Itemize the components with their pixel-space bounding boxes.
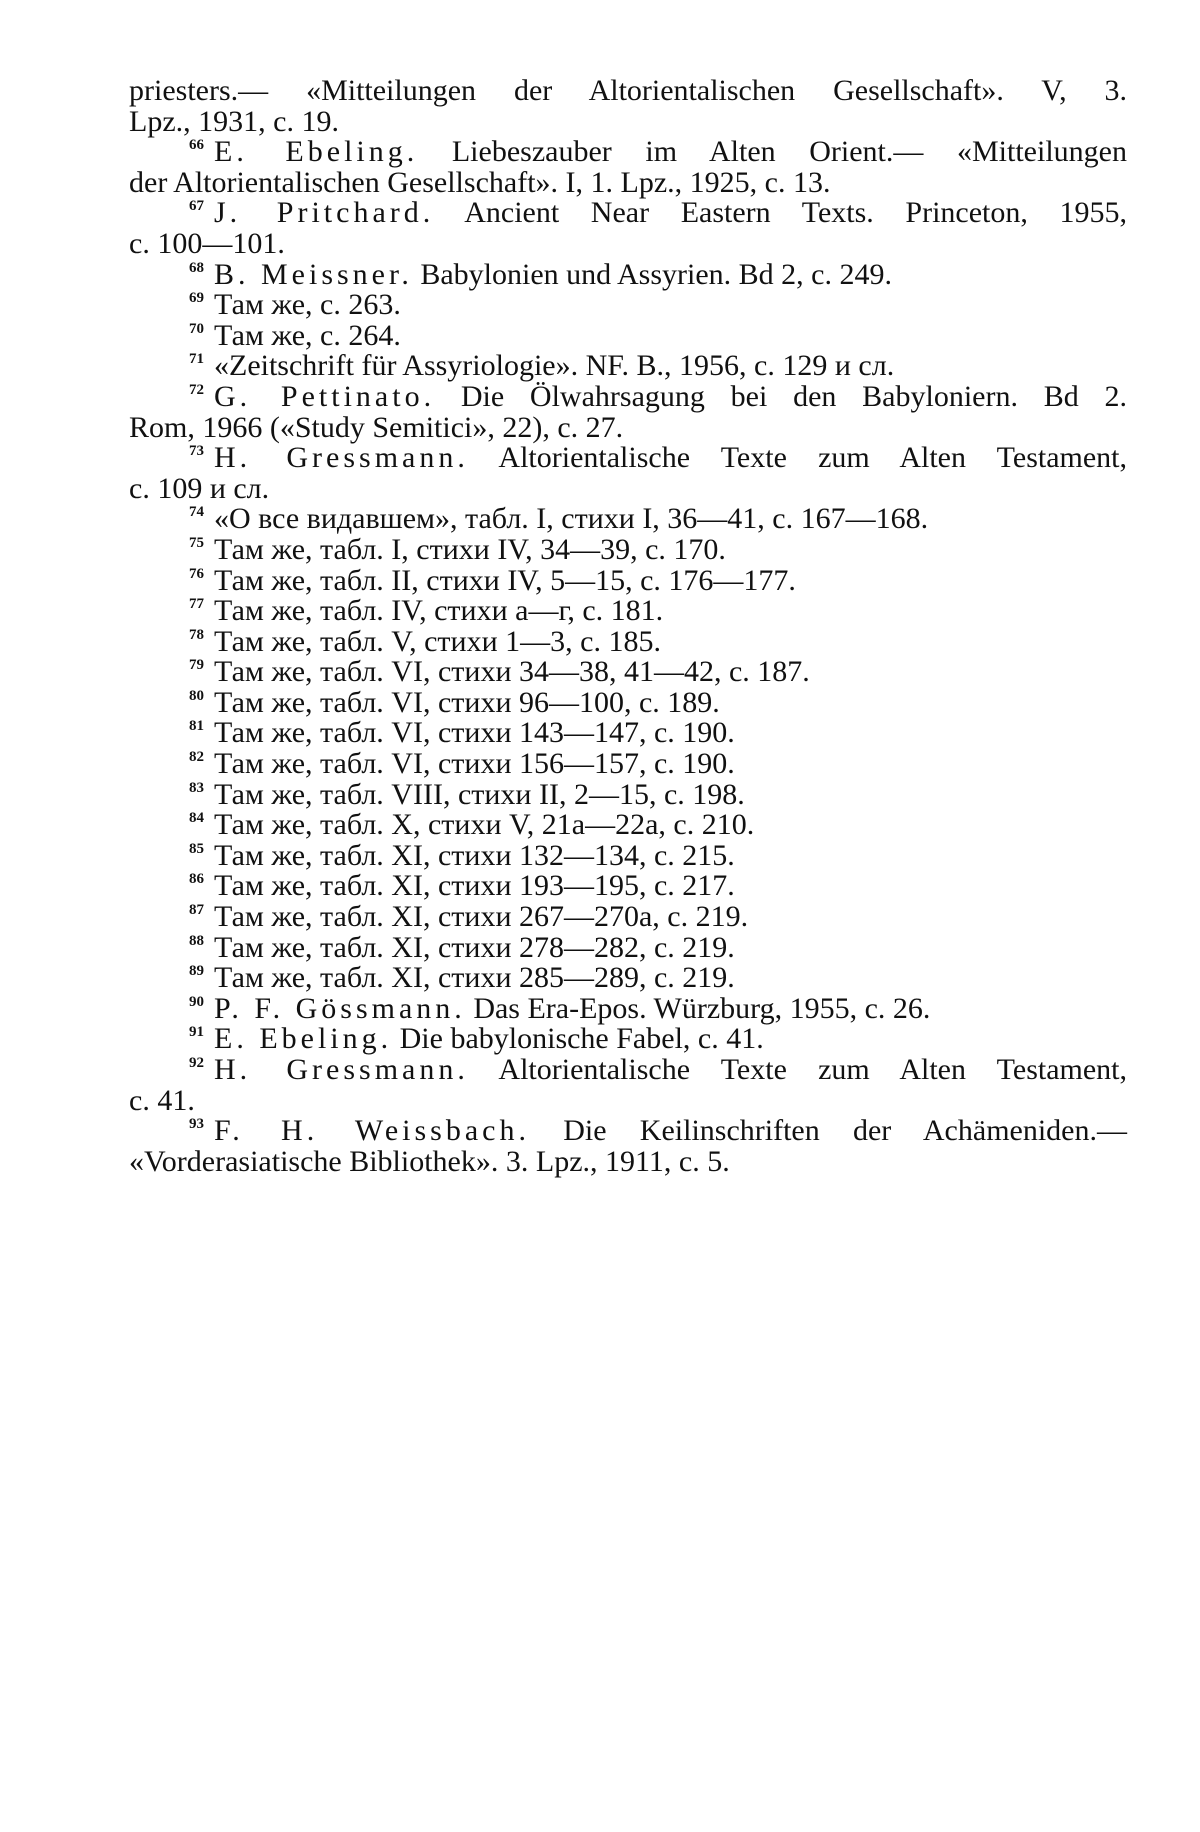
footnote-line [129, 810, 1127, 841]
footnote-number: 74 [189, 504, 204, 521]
footnote-continuation-line [129, 165, 1127, 199]
footnote-number: 87 [189, 902, 204, 919]
footnote-text: Там же, табл. XI, стихи 278—282, с. 219. [214, 930, 735, 964]
footnote-number: 66 [189, 137, 204, 154]
footnote-author: J. Pritchard. [214, 196, 435, 230]
footnote-author: E. Ebeling. [214, 135, 419, 169]
footnote-author: B. Meissner. [214, 257, 413, 291]
footnote-line [129, 685, 1127, 719]
footnote-continuation-line [129, 226, 1127, 260]
footnote-line [129, 290, 1127, 321]
footnote-number: 78 [189, 626, 204, 643]
footnote-text: Die babylonische Fabel, c. 41. [392, 1022, 764, 1056]
footnote-number: 81 [189, 718, 204, 735]
footnote-text: Там же, табл. VI, стихи 96—100, с. 189. [214, 685, 720, 719]
footnote-continuation-line [129, 410, 1127, 444]
footnote-author: H. Gressmann. [214, 441, 469, 475]
footnote-text: Там же, табл. II, стихи IV, 5—15, с. 176—177. [214, 563, 796, 597]
footnote-author: P. F. Gössmann. [214, 991, 466, 1025]
footnote-line [129, 504, 1127, 535]
footnote-number: 88 [189, 932, 204, 949]
footnote-text: Ancient Near Eastern Texts. Princeton, 1955, [434, 196, 1128, 230]
footnote-number: 90 [189, 993, 204, 1010]
footnote-number: 89 [189, 963, 204, 980]
footnote-line [129, 379, 1127, 413]
footnote-continuation-line [129, 1144, 1127, 1178]
footnote-text: Liebeszauber im Alten Orient.— «Mitteilungen [418, 135, 1127, 169]
footnote-line [129, 532, 1127, 566]
footnote-text: Lpz., 1931, c. 19. [129, 104, 339, 138]
footnote-text: priesters.— «Mitteilungen der Altorientalischen Gesellschaft». V, 3. [129, 74, 1127, 107]
footnote-continuation-line [129, 104, 1127, 138]
footnote-list [129, 76, 1127, 1177]
footnote-text: Там же, табл. IV, стихи а—г, с. 181. [214, 594, 664, 628]
footnote-text: Там же, с. 264. [214, 318, 401, 352]
footnote-author: F. H. Weissbach. [214, 1114, 530, 1148]
footnote-text: Там же, табл. XI, стихи 132—134, с. 215. [214, 838, 735, 872]
footnote-line [129, 257, 1127, 291]
footnote-number: 83 [189, 779, 204, 796]
footnote-number: 67 [189, 198, 204, 215]
footnote-number: 91 [189, 1024, 204, 1041]
footnote-number: 75 [189, 534, 204, 551]
footnote-author: H. Gressmann. [214, 1053, 469, 1086]
footnote-number: 92 [189, 1055, 204, 1071]
footnote-line [129, 198, 1127, 229]
footnote-line [129, 351, 1127, 382]
footnote-text: c. 100—101. [129, 226, 285, 260]
footnote-text: «О все видавшем», табл. I, стихи I, 36—41, с. 167—168. [214, 502, 929, 536]
footnote-line [129, 749, 1127, 780]
footnote-number: 79 [189, 657, 204, 674]
footnote-number: 73 [189, 443, 204, 460]
footnote-line [129, 1116, 1127, 1147]
footnote-line [129, 777, 1127, 811]
footnote-text: c. 41. [129, 1083, 195, 1117]
footnote-author: E. Ebeling. [214, 1022, 393, 1056]
footnote-text: Там же, табл. I, стихи IV, 34—39, с. 170. [214, 532, 726, 566]
footnote-text: Там же, табл. X, стихи V, 21а—22а, с. 210. [214, 808, 755, 842]
footnote-text: Там же, табл. XI, стихи 267—270а, с. 219. [214, 900, 749, 934]
footnote-line [129, 657, 1127, 688]
footnote-line [129, 1055, 1127, 1086]
footnote-number: 84 [189, 810, 204, 827]
footnote-line [129, 991, 1127, 1025]
footnote-text: Altorientalische Texte zum Alten Testament, [468, 1053, 1128, 1086]
footnote-line [129, 563, 1127, 597]
footnote-author: G. Pettinato. [214, 379, 436, 413]
footnote-text: c. 109 и сл. [129, 471, 270, 505]
footnote-line [129, 963, 1127, 994]
footnote-number: 71 [189, 351, 204, 368]
footnote-continuation-line [129, 471, 1127, 505]
footnote-number: 72 [189, 381, 204, 398]
footnote-line [129, 596, 1127, 627]
footnote-text: Там же, табл. XI, стихи 193—195, с. 217. [214, 869, 735, 903]
footnote-text: Altorientalische Texte zum Alten Testament, [468, 441, 1128, 475]
footnote-number: 68 [189, 259, 204, 276]
footnote-text: Там же, табл. VIII, стихи II, 2—15, с. 198. [214, 777, 745, 811]
footnote-text: Babylonien und Assyrien. Bd 2, c. 249. [412, 257, 892, 291]
footnote-text: der Altorientalischen Gesellschaft». I, 1. Lpz., 1925, c. 13. [129, 165, 831, 199]
footnotes-page [129, 76, 1127, 1177]
footnote-text: Rom, 1966 («Study Semitici», 22), c. 27. [129, 410, 624, 444]
footnote-line [129, 624, 1127, 658]
footnote-text: Там же, с. 263. [214, 288, 401, 322]
footnote-line [129, 718, 1127, 749]
footnote-line [129, 318, 1127, 352]
footnote-number: 86 [189, 871, 204, 888]
footnote-line [129, 137, 1127, 168]
footnote-text: «Vorderasiatische Bibliothek». 3. Lpz., 1911, c. 5. [129, 1144, 730, 1178]
footnote-text: Там же, табл. VI, стихи 156—157, с. 190. [214, 747, 735, 781]
footnote-text: Там же, табл. VI, стихи 143—147, с. 190. [214, 716, 735, 750]
footnote-number: 76 [189, 565, 204, 582]
footnote-text: Die Ölwahrsagung bei den Babyloniern. Bd 2. [435, 379, 1127, 413]
footnote-line [129, 902, 1127, 933]
footnote-line [129, 1024, 1127, 1055]
footnote-text: Там же, табл. VI, стихи 34—38, 41—42, с. 187. [214, 655, 810, 689]
footnote-continuation-line [129, 1083, 1127, 1117]
footnote-text: «Zeitschrift für Assyriologie». NF. B., 1956, c. 129 и сл. [214, 349, 895, 383]
footnote-line [129, 838, 1127, 872]
footnote-line [129, 871, 1127, 902]
footnote-number: 77 [189, 596, 204, 613]
footnote-text: Там же, табл. XI, стихи 285—289, с. 219. [214, 961, 735, 995]
footnote-number: 69 [189, 290, 204, 307]
footnote-number: 85 [189, 840, 204, 857]
footnote-text: Die Keilinschriften der Achämeniden.— [529, 1114, 1127, 1148]
footnote-text: Das Era-Epos. Würzburg, 1955, c. 26. [465, 991, 931, 1025]
footnote-number: 80 [189, 687, 204, 704]
footnote-line [129, 930, 1127, 964]
footnote-text: Там же, табл. V, стихи 1—3, с. 185. [214, 624, 661, 658]
footnote-number: 70 [189, 320, 204, 337]
footnote-number: 93 [189, 1116, 204, 1133]
footnote-line [129, 443, 1127, 474]
footnote-continuation-line [129, 76, 1127, 107]
footnote-number: 82 [189, 749, 204, 766]
